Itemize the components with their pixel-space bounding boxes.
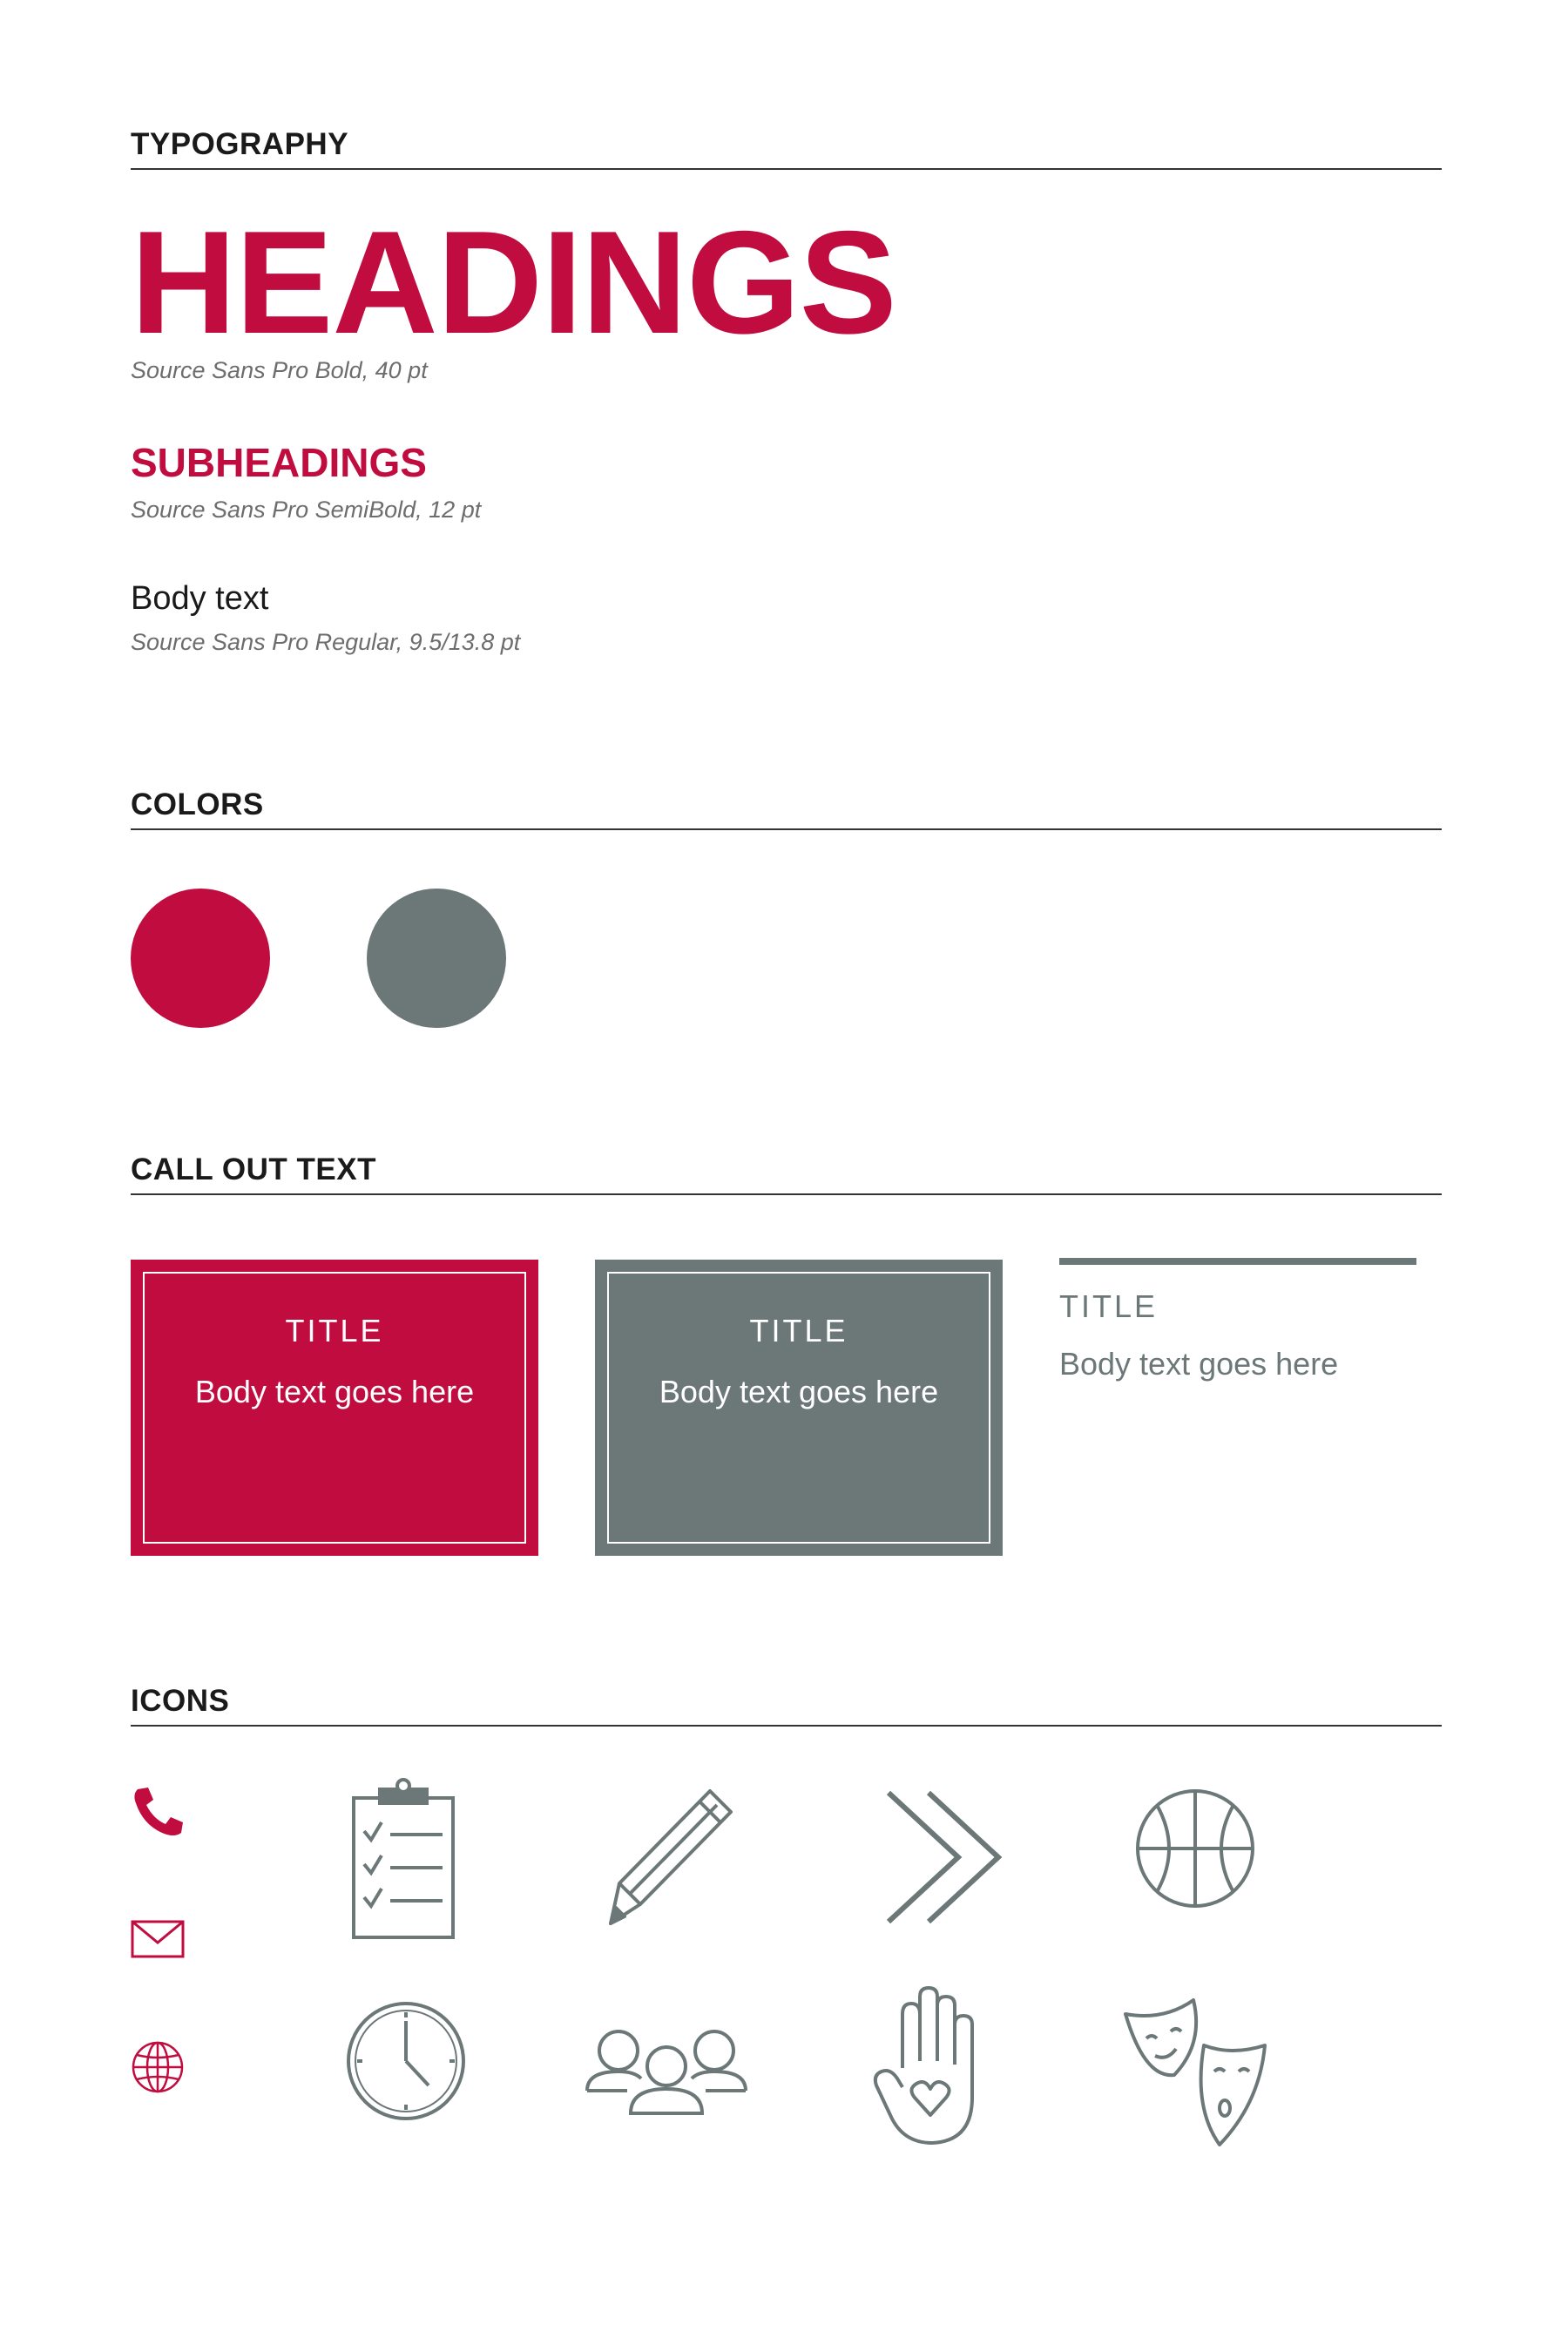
callout-box-gray xyxy=(595,1260,1003,1556)
callout-body: Body text goes here xyxy=(194,1374,475,1409)
subheading-sample: SUBHEADINGS xyxy=(131,440,427,485)
colors-section-title: COLORS xyxy=(131,789,1442,830)
hand-heart-icon xyxy=(871,1984,990,2146)
callout-body: Body text goes here xyxy=(1059,1346,1339,1382)
icons-section-title: ICONS xyxy=(131,1686,1442,1727)
pencil-icon xyxy=(605,1786,736,1929)
callout-title: TITLE xyxy=(749,1313,848,1348)
callout-box-red xyxy=(131,1260,538,1556)
clock-icon xyxy=(345,2000,467,2122)
color-swatch-red xyxy=(131,889,270,1028)
theater-masks-icon xyxy=(1120,1995,1274,2148)
basketball-icon xyxy=(1132,1786,1258,1911)
phone-icon xyxy=(131,1784,186,1840)
heading-sample: HEADINGS xyxy=(131,200,896,364)
callout-title: TITLE xyxy=(285,1313,384,1348)
double-chevron-icon xyxy=(880,1788,1010,1927)
callout-plain xyxy=(1059,1258,1416,1380)
body-text-spec: Source Sans Pro Regular, 9.5/13.8 pt xyxy=(131,629,521,655)
callout-title: TITLE xyxy=(1059,1288,1159,1324)
globe-icon xyxy=(131,2040,185,2094)
subheading-spec: Source Sans Pro SemiBold, 12 pt xyxy=(131,497,482,523)
people-icon xyxy=(584,2026,749,2117)
callout-section-title: CALL OUT TEXT xyxy=(131,1154,1442,1195)
heading-spec: Source Sans Pro Bold, 40 pt xyxy=(131,357,428,383)
clipboard-icon xyxy=(347,1777,460,1943)
callout-body: Body text goes here xyxy=(659,1374,939,1409)
body-text-sample: Body text xyxy=(131,580,269,617)
envelope-icon xyxy=(131,1920,185,1958)
typography-section-title: TYPOGRAPHY xyxy=(131,129,1442,170)
color-swatch-gray xyxy=(367,889,506,1028)
callout-top-rule xyxy=(1059,1258,1416,1265)
